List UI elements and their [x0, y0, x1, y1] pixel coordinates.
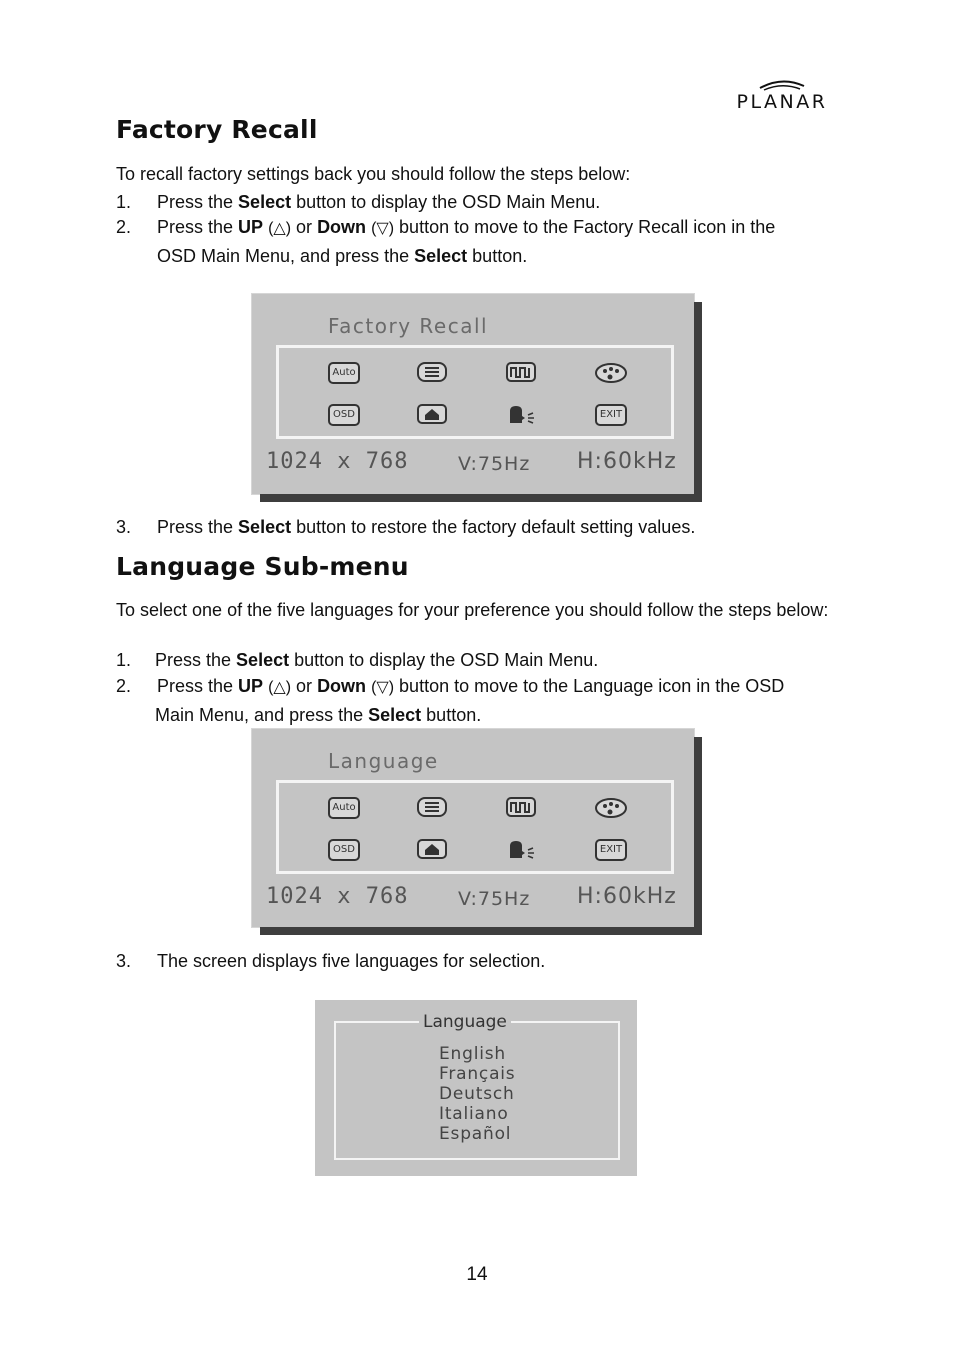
osd-factory-recall-screen — [251, 293, 695, 495]
osd-language-submenu — [315, 1000, 637, 1176]
factory-recall-icon — [417, 404, 449, 426]
factory-recall-step2: Press the UP (△) or Down (▽) button to move to the Factory Recall icon in the — [157, 217, 776, 237]
factory-recall-heading: Factory Recall — [116, 115, 318, 144]
osd-vertical-frequency: V:75Hz — [458, 888, 531, 910]
factory-recall-step1: Press the Select button to display the OSD Main Menu. — [157, 192, 601, 212]
osd-title: Language — [328, 749, 439, 773]
osd-vertical-frequency: V:75Hz — [458, 453, 531, 475]
exit-icon: EXIT — [595, 404, 627, 426]
factory-recall-step3: Press the Select button to restore the factory default setting values. — [157, 517, 696, 537]
language-option-deutsch: Deutsch — [439, 1084, 515, 1104]
step-number: 1. — [116, 192, 132, 212]
osd-language-screen — [251, 728, 695, 928]
color-palette-icon — [595, 362, 627, 384]
exit-icon: EXIT — [595, 839, 627, 861]
auto-icon: Auto — [328, 362, 360, 384]
osd-resolution: 1024 x 768 — [266, 884, 409, 909]
osd-icon: OSD — [328, 839, 360, 861]
osd-resolution: 1024 x 768 — [266, 449, 409, 474]
osd-horizontal-frequency: H:60kHz — [577, 449, 677, 474]
osd-icon: OSD — [328, 404, 360, 426]
factory-recall-step2-cont: OSD Main Menu, and press the Select button. — [157, 246, 528, 266]
osd-icon-grid — [276, 780, 674, 874]
language-option-italiano: Italiano — [439, 1104, 509, 1124]
signal-wave-icon — [506, 362, 538, 384]
step-number: 3. — [116, 517, 132, 537]
step-number: 2. — [116, 676, 132, 696]
language-submenu-title: Language — [419, 1012, 511, 1032]
logo-swoosh-icon — [724, 76, 840, 92]
step-number: 1. — [116, 650, 132, 670]
color-palette-icon — [595, 797, 627, 819]
osd-icon-grid — [276, 345, 674, 439]
auto-icon: Auto — [328, 797, 360, 819]
language-heading: Language Sub-menu — [116, 552, 409, 581]
menu-list-icon — [417, 362, 449, 384]
language-icon — [506, 404, 538, 426]
language-icon — [506, 839, 538, 861]
planar-logo — [724, 76, 840, 120]
language-step2-cont: Main Menu, and press the Select button. — [155, 705, 482, 725]
factory-recall-icon — [417, 839, 449, 861]
logo-text: PLANAR — [736, 91, 828, 113]
language-option-english: English — [439, 1044, 506, 1064]
language-option-espanol: Español — [439, 1124, 512, 1144]
page-number: 14 — [466, 1264, 488, 1285]
osd-horizontal-frequency: H:60kHz — [577, 884, 677, 909]
factory-recall-intro: To recall factory settings back you should follow the steps below: — [116, 164, 631, 184]
menu-list-icon — [417, 797, 449, 819]
step-number: 2. — [116, 217, 132, 237]
language-step1: Press the Select button to display the OSD Main Menu. — [155, 650, 599, 670]
signal-wave-icon — [506, 797, 538, 819]
language-step2: Press the UP (△) or Down (▽) button to move to the Language icon in the OSD — [157, 676, 785, 696]
language-option-francais: Français — [439, 1064, 516, 1084]
language-intro: To select one of the five languages for your preference you should follow the steps below: — [116, 600, 829, 620]
step-number: 3. — [116, 951, 132, 971]
osd-title: Factory Recall — [328, 314, 489, 338]
language-step3: The screen displays five languages for selection. — [157, 951, 546, 971]
